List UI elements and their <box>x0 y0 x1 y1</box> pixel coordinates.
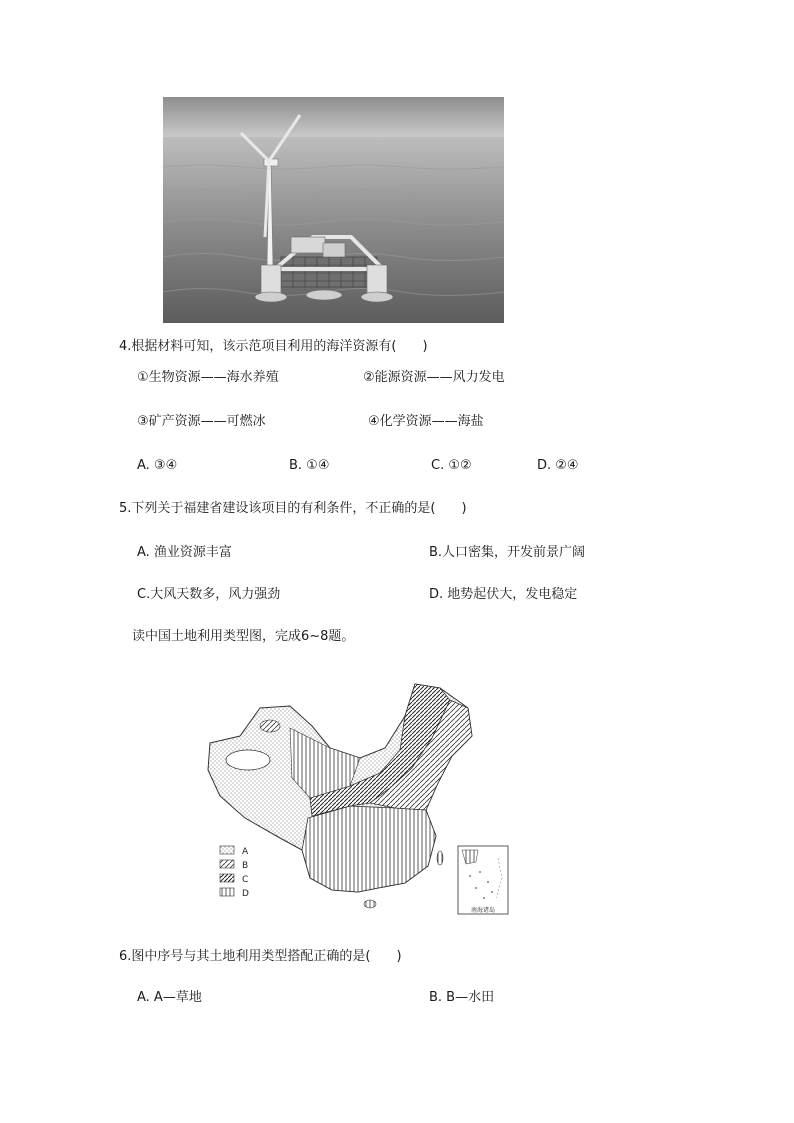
q6-option-b[interactable]: B. B—水田 <box>429 990 495 1005</box>
q4-stem: 4.根据材料可知，该示范项目利用的海洋资源有( ) <box>119 339 428 354</box>
q5-option-b[interactable]: B.人口密集，开发前景广阔 <box>429 545 586 560</box>
q4-item-4: ④化学资源——海盐 <box>368 414 484 429</box>
legend-label-b: B <box>242 861 249 871</box>
q5-option-a[interactable]: A. 渔业资源丰富 <box>137 545 232 560</box>
legend-label-a: A <box>242 847 249 857</box>
section-intro: 读中国土地利用类型图，完成6~8题。 <box>132 629 355 644</box>
offshore-wind-farm-photo <box>163 97 504 323</box>
legend-label-d: D <box>242 889 249 899</box>
q5-option-d[interactable]: D. 地势起伏大，发电稳定 <box>429 587 578 602</box>
q4-item-2: ②能源资源——风力发电 <box>363 370 505 385</box>
south-china-sea-inset <box>458 846 508 914</box>
q4-option-b[interactable]: B. ①④ <box>289 458 330 473</box>
q4-item-1: ①生物资源——海水养殖 <box>137 370 279 385</box>
q4-item-3: ③矿产资源——可燃冰 <box>137 414 266 429</box>
q4-option-c[interactable]: C. ①② <box>431 458 472 473</box>
q5-stem: 5.下列关于福建省建设该项目的有利条件，不正确的是( ) <box>119 501 467 516</box>
q5-option-c[interactable]: C.大风天数多，风力强劲 <box>137 587 281 602</box>
inset-label: 南海诸岛 <box>470 907 496 914</box>
legend-label-c: C <box>242 875 249 885</box>
q4-option-a[interactable]: A. ③④ <box>137 458 178 473</box>
map-legend <box>220 846 249 899</box>
q6-stem: 6.图中序号与其土地利用类型搭配正确的是( ) <box>119 949 402 964</box>
china-land-use-map <box>200 678 520 918</box>
q4-option-d[interactable]: D. ②④ <box>537 458 579 473</box>
q6-option-a[interactable]: A. A—草地 <box>137 990 202 1005</box>
